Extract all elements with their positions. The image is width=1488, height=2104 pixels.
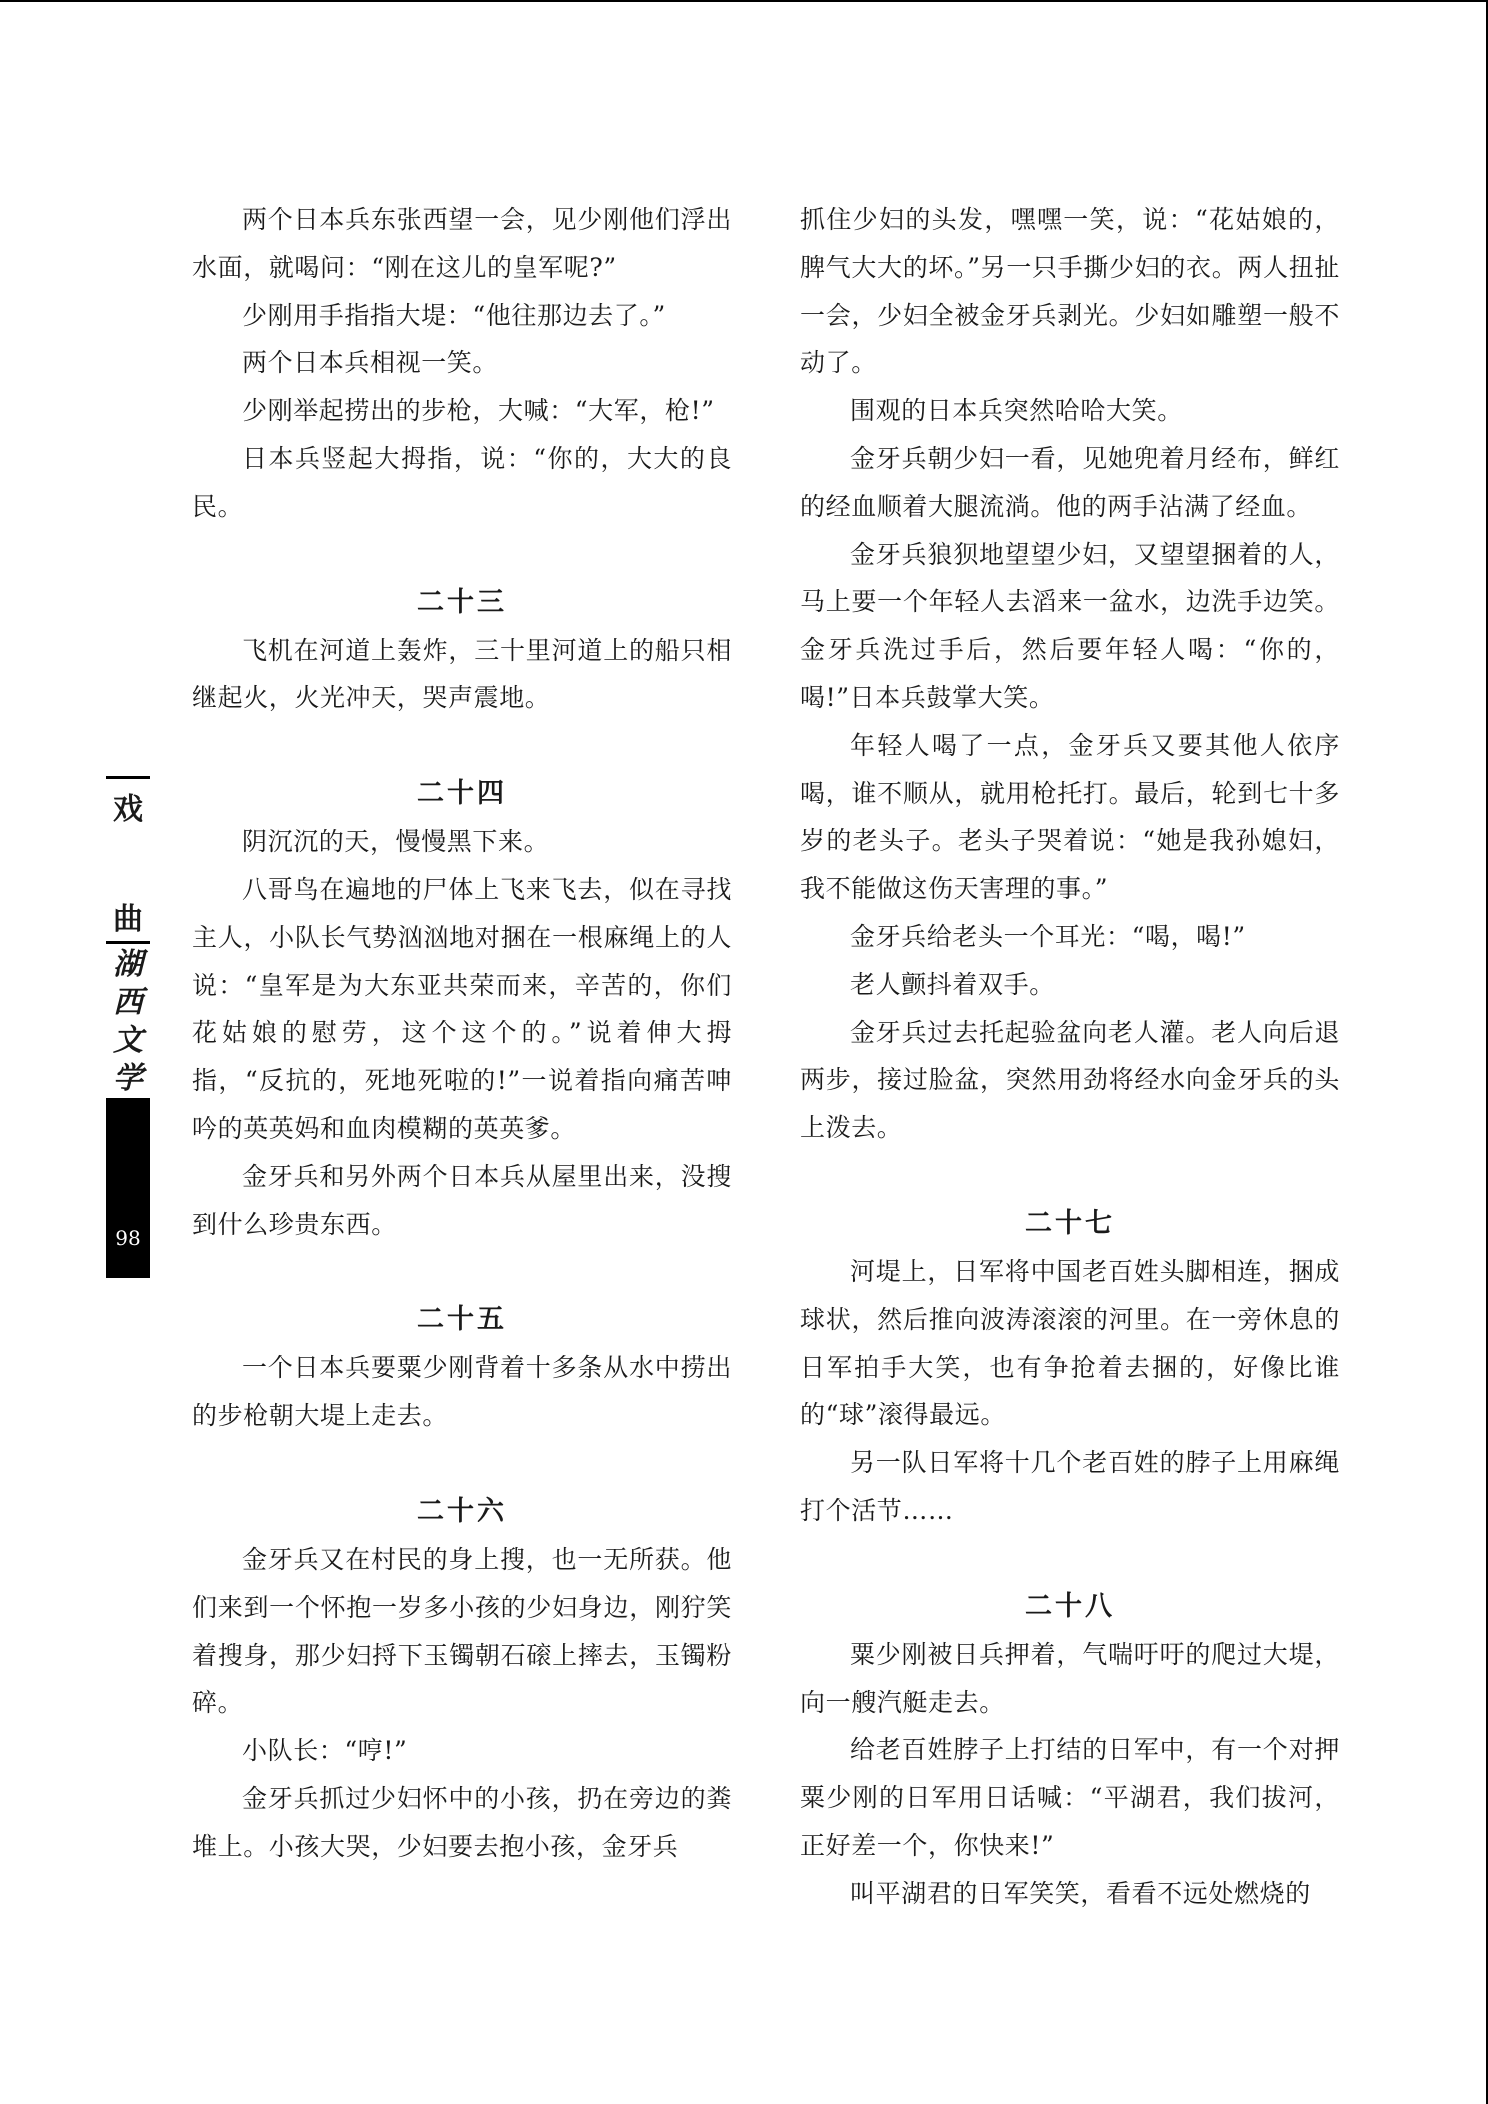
- left-column: [192, 196, 732, 1871]
- paragraph: 少刚用手指指大堤：“他往那边去了。”: [242, 300, 666, 330]
- paragraph: 金牙兵又在村民的身上搜，也一无所获。他们来到一个怀抱一岁多小孩的少妇身边，刚狞笑着搜身，那少妇捋下玉镯朝石磙上摔去，玉镯粉碎。: [192, 1544, 732, 1718]
- page-number-box: [106, 1098, 150, 1278]
- paragraph: 八哥鸟在遍地的尸体上飞来飞去，似在寻找主人，小队长气势汹汹地对捆在一根麻绳上的人说：“皇军是为大东亚共荣而来，辛苦的，你们花姑娘的慰劳，这个这个的。”说着伸大拇指，“反抗的，死地死啦的!”一说着指向痛苦呻吟的英英妈和血肉模糊的英英爹。: [192, 874, 732, 1143]
- right-column: [800, 196, 1340, 1918]
- paragraph: 河堤上，日军将中国老百姓头脚相连，捆成球状，然后推向波涛滚滚的河里。在一旁休息的日军拍手大笑，也有争抢着去捆的，好像比谁的“球”滚得最远。: [800, 1256, 1340, 1430]
- section-label-char-2: 曲: [113, 902, 143, 937]
- top-border: [0, 0, 1488, 2]
- section-label-char-1: 戏: [113, 792, 143, 827]
- paragraph: 金牙兵朝少妇一看，见她兜着月经布，鲜红的经血顺着大腿流淌。他的两手沾满了经血。: [800, 443, 1340, 521]
- section-heading: 二十五: [417, 1304, 507, 1336]
- side-strip: [106, 776, 150, 1278]
- paragraph: 叫平湖君的日军笑笑，看看不远处燃烧的: [850, 1878, 1311, 1908]
- paragraph: 金牙兵和另外两个日本兵从屋里出来，没搜到什么珍贵东西。: [192, 1161, 732, 1239]
- section-heading: 二十四: [417, 778, 507, 810]
- paragraph: 粟少刚被日兵押着，气喘吁吁的爬过大堤，向一艘汽艇走去。: [800, 1639, 1340, 1717]
- paragraph: 金牙兵过去托起验盆向老人灌。老人向后退两步，接过脸盆，突然用劲将经水向金牙兵的头上泼去。: [800, 1017, 1340, 1143]
- paragraph: 小队长：“哼!”: [242, 1736, 408, 1766]
- section-heading: 二十三: [417, 586, 507, 618]
- section-heading: 二十七: [1025, 1207, 1115, 1239]
- paragraph: 围观的日本兵突然哈哈大笑。: [850, 396, 1183, 426]
- paragraph: 另一队日军将十几个老百姓的脖子上用麻绳打个活节……: [800, 1448, 1340, 1525]
- paragraph: 飞机在河道上轰炸，三十里河道上的船只相继起火，火光冲天，哭声震地。: [192, 635, 732, 713]
- section-heading: 二十六: [417, 1495, 507, 1527]
- paragraph: 金牙兵狼狈地望望少妇，又望望捆着的人，马上要一个年轻人去滔来一盆水，边洗手边笑。金牙兵洗过手后，然后要年轻人喝：“你的，喝!”日本兵鼓掌大笑。: [800, 539, 1340, 712]
- paragraph: 两个日本兵相视一笑。: [242, 348, 499, 378]
- page-number: 98: [115, 1226, 141, 1250]
- paragraph: 一个日本兵要粟少刚背着十多条从水中捞出的步枪朝大堤上走去。: [192, 1353, 732, 1431]
- paragraph: 阴沉沉的天，慢慢黑下来。: [242, 827, 550, 857]
- paragraph: 两个日本兵东张西望一会，见少刚他们浮出水面，就喝问：“刚在这儿的皇军呢?”: [192, 205, 732, 282]
- paragraph: 少刚举起捞出的步枪，大喊：“大军，枪!”: [242, 396, 715, 426]
- paragraph: 金牙兵给老头一个耳光：“喝，喝!”: [850, 921, 1246, 951]
- section-heading: 二十八: [1025, 1590, 1115, 1622]
- paragraph: 金牙兵抓过少妇怀中的小孩，扔在旁边的粪堆上。小孩大哭，少妇要去抱小孩，金牙兵: [192, 1783, 732, 1861]
- paragraph: 日本兵竖起大拇指，说：“你的，大大的良民。: [192, 443, 732, 521]
- magazine-brand-logo: 湖西文学: [113, 947, 143, 1096]
- paragraph: 抓住少妇的头发，嘿嘿一笑，说：“花姑娘的，脾气大大的坏。”另一只手撕少妇的衣。两人扭扯一会，少妇全被金牙兵剥光。少妇如雕塑一般不动了。: [800, 205, 1340, 378]
- paragraph: 老人颤抖着双手。: [850, 969, 1055, 999]
- paragraph: 年轻人喝了一点，金牙兵又要其他人依序喝，谁不顺从，就用枪托打。最后，轮到七十多岁的老头子。老头子哭着说：“她是我孙媳妇，我不能做这伤天害理的事。”: [800, 730, 1340, 904]
- paragraph: 给老百姓脖子上打结的日军中，有一个对押粟少刚的日军用日话喊：“平湖君，我们拔河，正好差一个，你快来!”: [800, 1735, 1340, 1860]
